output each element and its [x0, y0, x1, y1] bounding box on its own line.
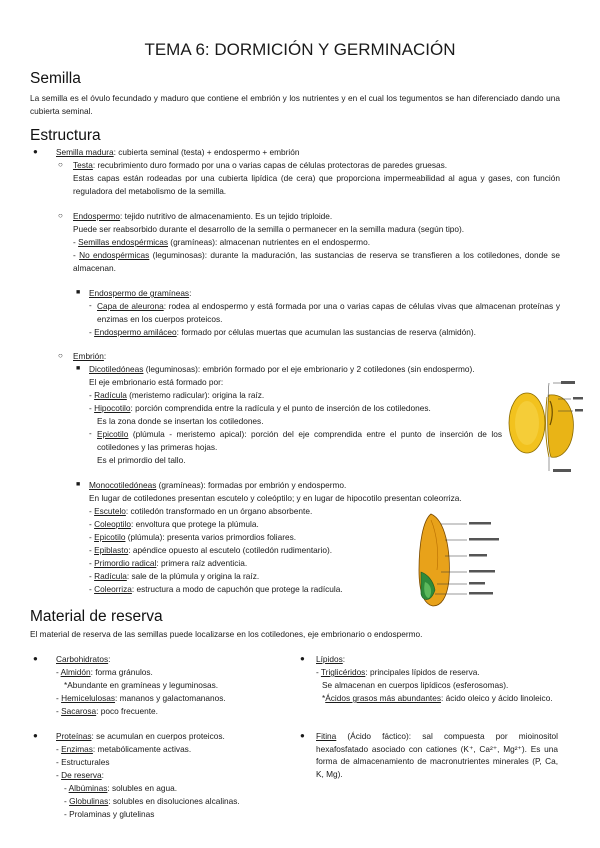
- almidon-item: - Almidón: forma gránulos.: [56, 667, 153, 677]
- trigliceridos-item: - Triglicéridos: principales lípidos de reserva.: [316, 667, 480, 677]
- endospermicas-item: - Semillas endospérmicas (gramíneas): almacenan nutrientes en el endospermo.: [73, 237, 371, 247]
- carbohidratos-item: Carbohidratos:: [56, 654, 111, 664]
- capa-aleurona-item: Capa de aleurona: rodea al endospermo y está formada por una o varias capas de células vivas que almacenan proteínas y enzimas en los cuerpos proteicos.: [97, 301, 561, 324]
- endospermo-detail: Puede ser reabsorbido durante el desarrollo de la semilla o permanecer en la semilla madura (según tipo).: [73, 224, 465, 234]
- semilla-definition: La semilla es el óvulo fecundado y maduro que contiene el embrión y los nutrientes y en el cual los tegumentos se han diferenciado dando una cubierta seminal.: [30, 93, 560, 116]
- primordio-radical-item: - Primordio radical: primera raíz adventicia.: [89, 558, 248, 568]
- de-reserva-item: - De reserva:: [56, 770, 104, 780]
- estructurales-item: - Estructurales: [56, 757, 110, 767]
- fitina-item: Fitina (Ácido fáctico): sal compuesta por mioinositol hexafosfatado asociado con cationes (K⁺, Ca²⁺, Mg²⁺). Es una forma de almacenamiento de macronutrientes minerales (P, Ca, K, Mg).: [316, 731, 558, 779]
- semilla-madura-item: Semilla madura: cubierta seminal (testa) + endospermo + embrión: [56, 147, 300, 157]
- coleorriza-item: - Coleorriza: estructura a modo de capuchón que protege la radícula.: [89, 584, 343, 594]
- bullet-dot: ●: [33, 147, 38, 156]
- lipidos-item: Lípidos:: [316, 654, 346, 664]
- prolaminas-item: - Prolaminas y glutelinas: [64, 809, 155, 819]
- monocotiledoneas-detail: En lugar de cotiledones presentan escutelo y coleóptilo; y en lugar de hipocotilo presentan coleorriza.: [89, 493, 462, 503]
- endospermo-gramineas-item: Endospermo de gramíneas:: [89, 288, 192, 298]
- dicotiledoneas-item: Dicotiledóneas (leguminosas): embrión formado por el eje embrionario y 2 cotiledones (sin endospermo).: [89, 364, 475, 374]
- endospermo-item: Endospermo: tejido nutritivo de almacenamiento. Es un tejido triploide.: [73, 211, 333, 221]
- globulinas-item: - Globulinas: solubles en disoluciones alcalinas.: [64, 796, 240, 806]
- monocotiledoneas-item: Monocotiledóneas (gramíneas): formadas por embrión y endospermo.: [89, 480, 347, 490]
- epicotilo-mono-item: - Epicotilo (plúmula): presenta varios primordios foliares.: [89, 532, 297, 542]
- monocot-grain-diagram: [401, 510, 519, 610]
- endospermo-amilaceo-item: - Endospermo amiláceo: formado por células muertas que acumulan las sustancias de reserva (almidón).: [89, 327, 476, 337]
- albuminas-item: - Albúminas: solubles en agua.: [64, 783, 178, 793]
- section-heading-semilla: Semilla: [30, 70, 81, 87]
- enzimas-item: - Enzimas: metabólicamente activas.: [56, 744, 192, 754]
- section-heading-estructura: Estructura: [30, 127, 101, 144]
- hipocotilo-detail: Es la zona donde se insertan los cotiledones.: [97, 416, 264, 426]
- reserva-intro: El material de reserva de las semillas puede localizarse en los cotiledones, eje embrionario o endospermo.: [30, 629, 423, 639]
- almidon-note: *Abundante en gramíneas y leguminosas.: [64, 680, 219, 690]
- acidos-grasos-note: *Ácidos grasos más abundantes: ácido oleico y ácido linoleico.: [322, 693, 553, 703]
- dicotiledoneas-detail: El eje embrionario está formado por:: [89, 377, 224, 387]
- page-title: TEMA 6: DORMICIÓN Y GERMINACIÓN: [144, 40, 456, 59]
- radicula-item: - Radícula (meristemo radicular): origina la raíz.: [89, 390, 265, 400]
- dicot-seed-diagram: [503, 377, 585, 480]
- section-heading-reserva: Material de reserva: [30, 608, 163, 625]
- sacarosa-item: - Sacarosa: poco frecuente.: [56, 706, 158, 716]
- testa-detail: Estas capas están rodeadas por una cubierta lipídica (de cera) que proporciona impermeabilidad al agua y gases, con función reguladora del metabolismo de la semilla.: [73, 173, 560, 196]
- trigliceridos-detail: Se almacenan en cuerpos lipídicos (esferosomas).: [322, 680, 509, 690]
- escutelo-item: - Escutelo: cotiledón transformado en un órgano absorbente.: [89, 506, 313, 516]
- embrion-item: Embrión:: [73, 351, 107, 361]
- proteinas-item: Proteínas: se acumulan en cuerpos proteicos.: [56, 731, 225, 741]
- epicotilo-item: Epicotilo (plúmula - meristemo apical): porción del eje comprendida entre el punto de inserción de los cotiledones y las primeras hojas.: [97, 429, 502, 452]
- hemicelulosas-item: - Hemicelulosas: mananos y galactomananos.: [56, 693, 226, 703]
- testa-item: Testa: recubrimiento duro formado por una o varias capas de células protectoras de paredes gruesas.: [73, 160, 448, 170]
- no-endospermicas-item: - No endospérmicas (leguminosas): durante la maduración, las sustancias de reserva se transfieren a los cotiledones, donde se almacenan.: [73, 250, 560, 273]
- coleoptilo-item: - Coleoptilo: envoltura que protege la plúmula.: [89, 519, 259, 529]
- radicula-mono-item: - Radícula: sale de la plúmula y origina la raíz.: [89, 571, 260, 581]
- epiblasto-item: - Epiblasto: apéndice opuesto al escutelo (cotiledón rudimentario).: [89, 545, 333, 555]
- epicotilo-detail: Es el primordio del tallo.: [97, 455, 186, 465]
- hipocotilo-item: - Hipocotilo: porción comprendida entre la radícula y el punto de inserción de los cotiledones.: [89, 403, 431, 413]
